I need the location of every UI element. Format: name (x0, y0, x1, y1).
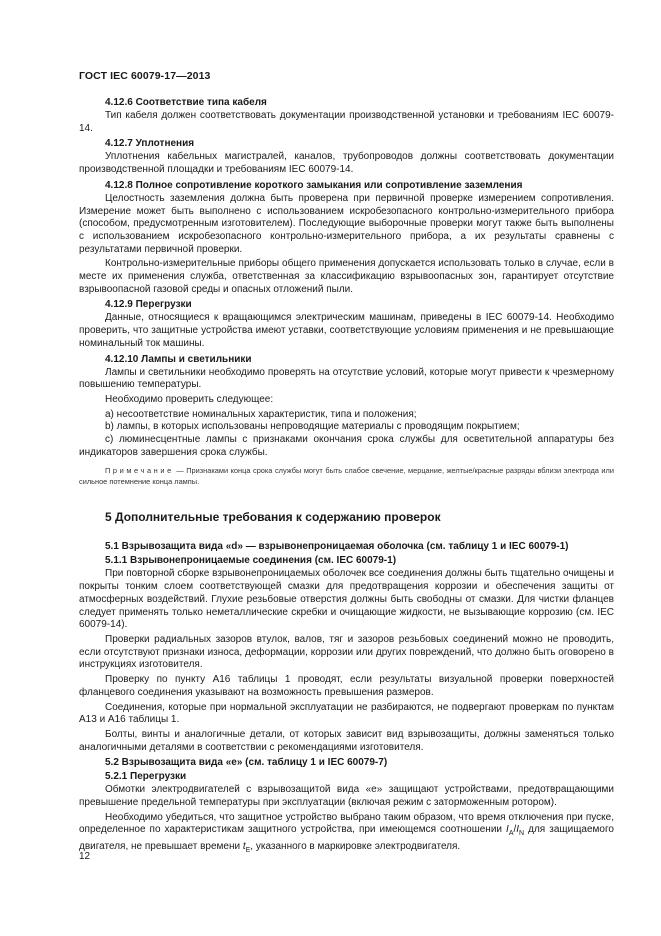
document-body (79, 96, 614, 860)
subsection-heading: 4.12.7 Уплотнения (105, 138, 195, 150)
subsection-heading: 4.12.9 Перегрузки (105, 299, 192, 311)
paragraph: Соединения, которые при нормальной эксплуатации не разбираются, не подвергают проверкам по пунктам А13 и А16 таблицы 1. (79, 701, 614, 726)
paragraph: Уплотнения кабельных магистралей, каналов, трубопроводов должны соответствовать документации производственной площадки и требованиям IEC 60079-14. (79, 151, 614, 176)
list-item: c) люминесцентные лампы с признаками окончания срока службы для осветительной аппаратуры без индикаторов завершения срока службы. (79, 434, 614, 458)
paragraph: Тип кабеля должен соответствовать документации производственной установки и требованиям IEC 60079-14. (79, 110, 614, 134)
note-paragraph (79, 465, 614, 487)
subsection-heading: 4.12.6 Соответствие типа кабеля (105, 97, 267, 108)
subsection-heading: 4.12.8 Полное сопротивление короткого замыкания или сопротивление заземления (105, 179, 523, 191)
paragraph: Проверки радиальных зазоров втулок, валов, тяг и зазоров резьбовых соединений можно не проводить, если отсутствуют признаки износа, деформации, коррозии или других повреждений, что должно быть оговорено в инструкциях изготовителя. (79, 633, 614, 671)
subsection-heading: 5.1 Взрывозащита вида «d» — взрывонепроницаемая оболочка (см. таблицу 1 и IEC 60079-1) (105, 541, 569, 553)
paragraph: Проверку по пункту А16 таблицы 1 проводят, если результаты визуальной проверки поверхностей фланцевого соединения указывают на возможность превышения размеров. (79, 674, 614, 698)
subsection-heading: 5.2 Взрывозащита вида «е» (см. таблицу 1 и IEC 60079-7) (105, 757, 388, 769)
separator: / (513, 824, 517, 836)
subscript: A (508, 830, 514, 838)
paragraph-text: Необходимо убедиться, что защитное устройство выбрано таким образом, что время отключения при пуске, определенное по характеристикам защитного устройства, при имеющемся соотношении (79, 811, 614, 836)
paragraph: Болты, винты и аналогичные детали, от которых зависит вид взрывозащиты, должны заменяться только аналогичными деталями в соответствии с рекомендациями изготовителя. (79, 728, 614, 753)
list-item: a) несоответствие номинальных характеристик, типа и положения; (105, 408, 417, 420)
paragraph-text: , указанного в маркировке электродвигателя. (250, 841, 461, 853)
paragraph: Необходимо проверить следующее: (105, 393, 274, 405)
paragraph: При повторной сборке взрывонепроницаемых оболочек все соединения должны быть тщательно очищены и покрыты тонким слоем соответствующей смазки для предотвращения коррозии и обеспечения защиты от атмосферных воздействий. Глухие резьбовые отверстия должны быть свободны от смазки. Для чистки фланцев следует применять только неметаллические скребки и очищающие жидкости, не вызывающие коррозию (см. IEC 60079-14). (79, 568, 614, 631)
note-label: Примечание (105, 466, 174, 476)
note-text: — Признаками конца срока службы могут быть слабое свечение, мерцание, желтые/красные разряды вблизи электрода или сильное потемнение конца лампы. (79, 466, 614, 487)
subscript: E (245, 847, 251, 855)
subsection-heading: 5.1.1 Взрывонепроницаемые соединения (см. IEC 60079-1) (105, 555, 397, 567)
symbol-in: I (516, 824, 520, 836)
list-item: b) лампы, в которых использованы непроводящие материалы с проводящим покрытием; (105, 421, 520, 433)
document-code: ГОСТ IEC 60079-17—2013 (79, 70, 211, 82)
paragraph-text: для защищаемого двигателя, не превышает времени (79, 824, 614, 853)
symbol-ia: I (506, 824, 509, 836)
paragraph (79, 812, 614, 858)
paragraph: Целостность заземления должна быть проверена при первичной проверке измерением сопротивления. Измерение может быть выполнено с использованием искробезопасного контрольно-измерительного прибора (способом, предусмотренным изготовителем). Последующие выборочные проверки могут также быть выполнены с использованием искробезопасного контрольно-измерительного прибора, а их результаты сравнены с результатами первичной проверки. (79, 192, 614, 255)
subsection-heading: 4.12.10 Лампы и светильники (105, 353, 252, 365)
page-number: 12 (79, 851, 91, 862)
paragraph: Данные, относящиеся к вращающимся электрическим машинам, приведены в IEC 60079-14. Необходимо проверить, что защитные устройства имеют уставки, соответствующие условиям применения и не превышающие номинальный ток машины. (79, 312, 614, 349)
paragraph: Обмотки электродвигателей с взрывозащитой вида «е» защищают устройствами, предотвращающими превышение предельной температуры при эксплуатации (включая режим с заторможенным ротором). (79, 784, 614, 809)
symbol-te: t (242, 841, 246, 853)
subsection-heading: 5.2.1 Перегрузки (105, 771, 187, 783)
paragraph: Лампы и светильники необходимо проверять на отсутствие условий, которые могут привести к чрезмерному повышению температуры. (79, 366, 614, 391)
paragraph: Контрольно-измерительные приборы общего применения допускается использовать только в случае, если в месте их применения служба, ответственная за классификацию взрывоопасных зон, гарантирует отсутствие взрывоопасной газовой среды и опасных отложений пыли. (79, 258, 614, 295)
section-heading: 5 Дополнительные требования к содержанию проверок (105, 510, 441, 525)
subscript: N (519, 830, 525, 838)
